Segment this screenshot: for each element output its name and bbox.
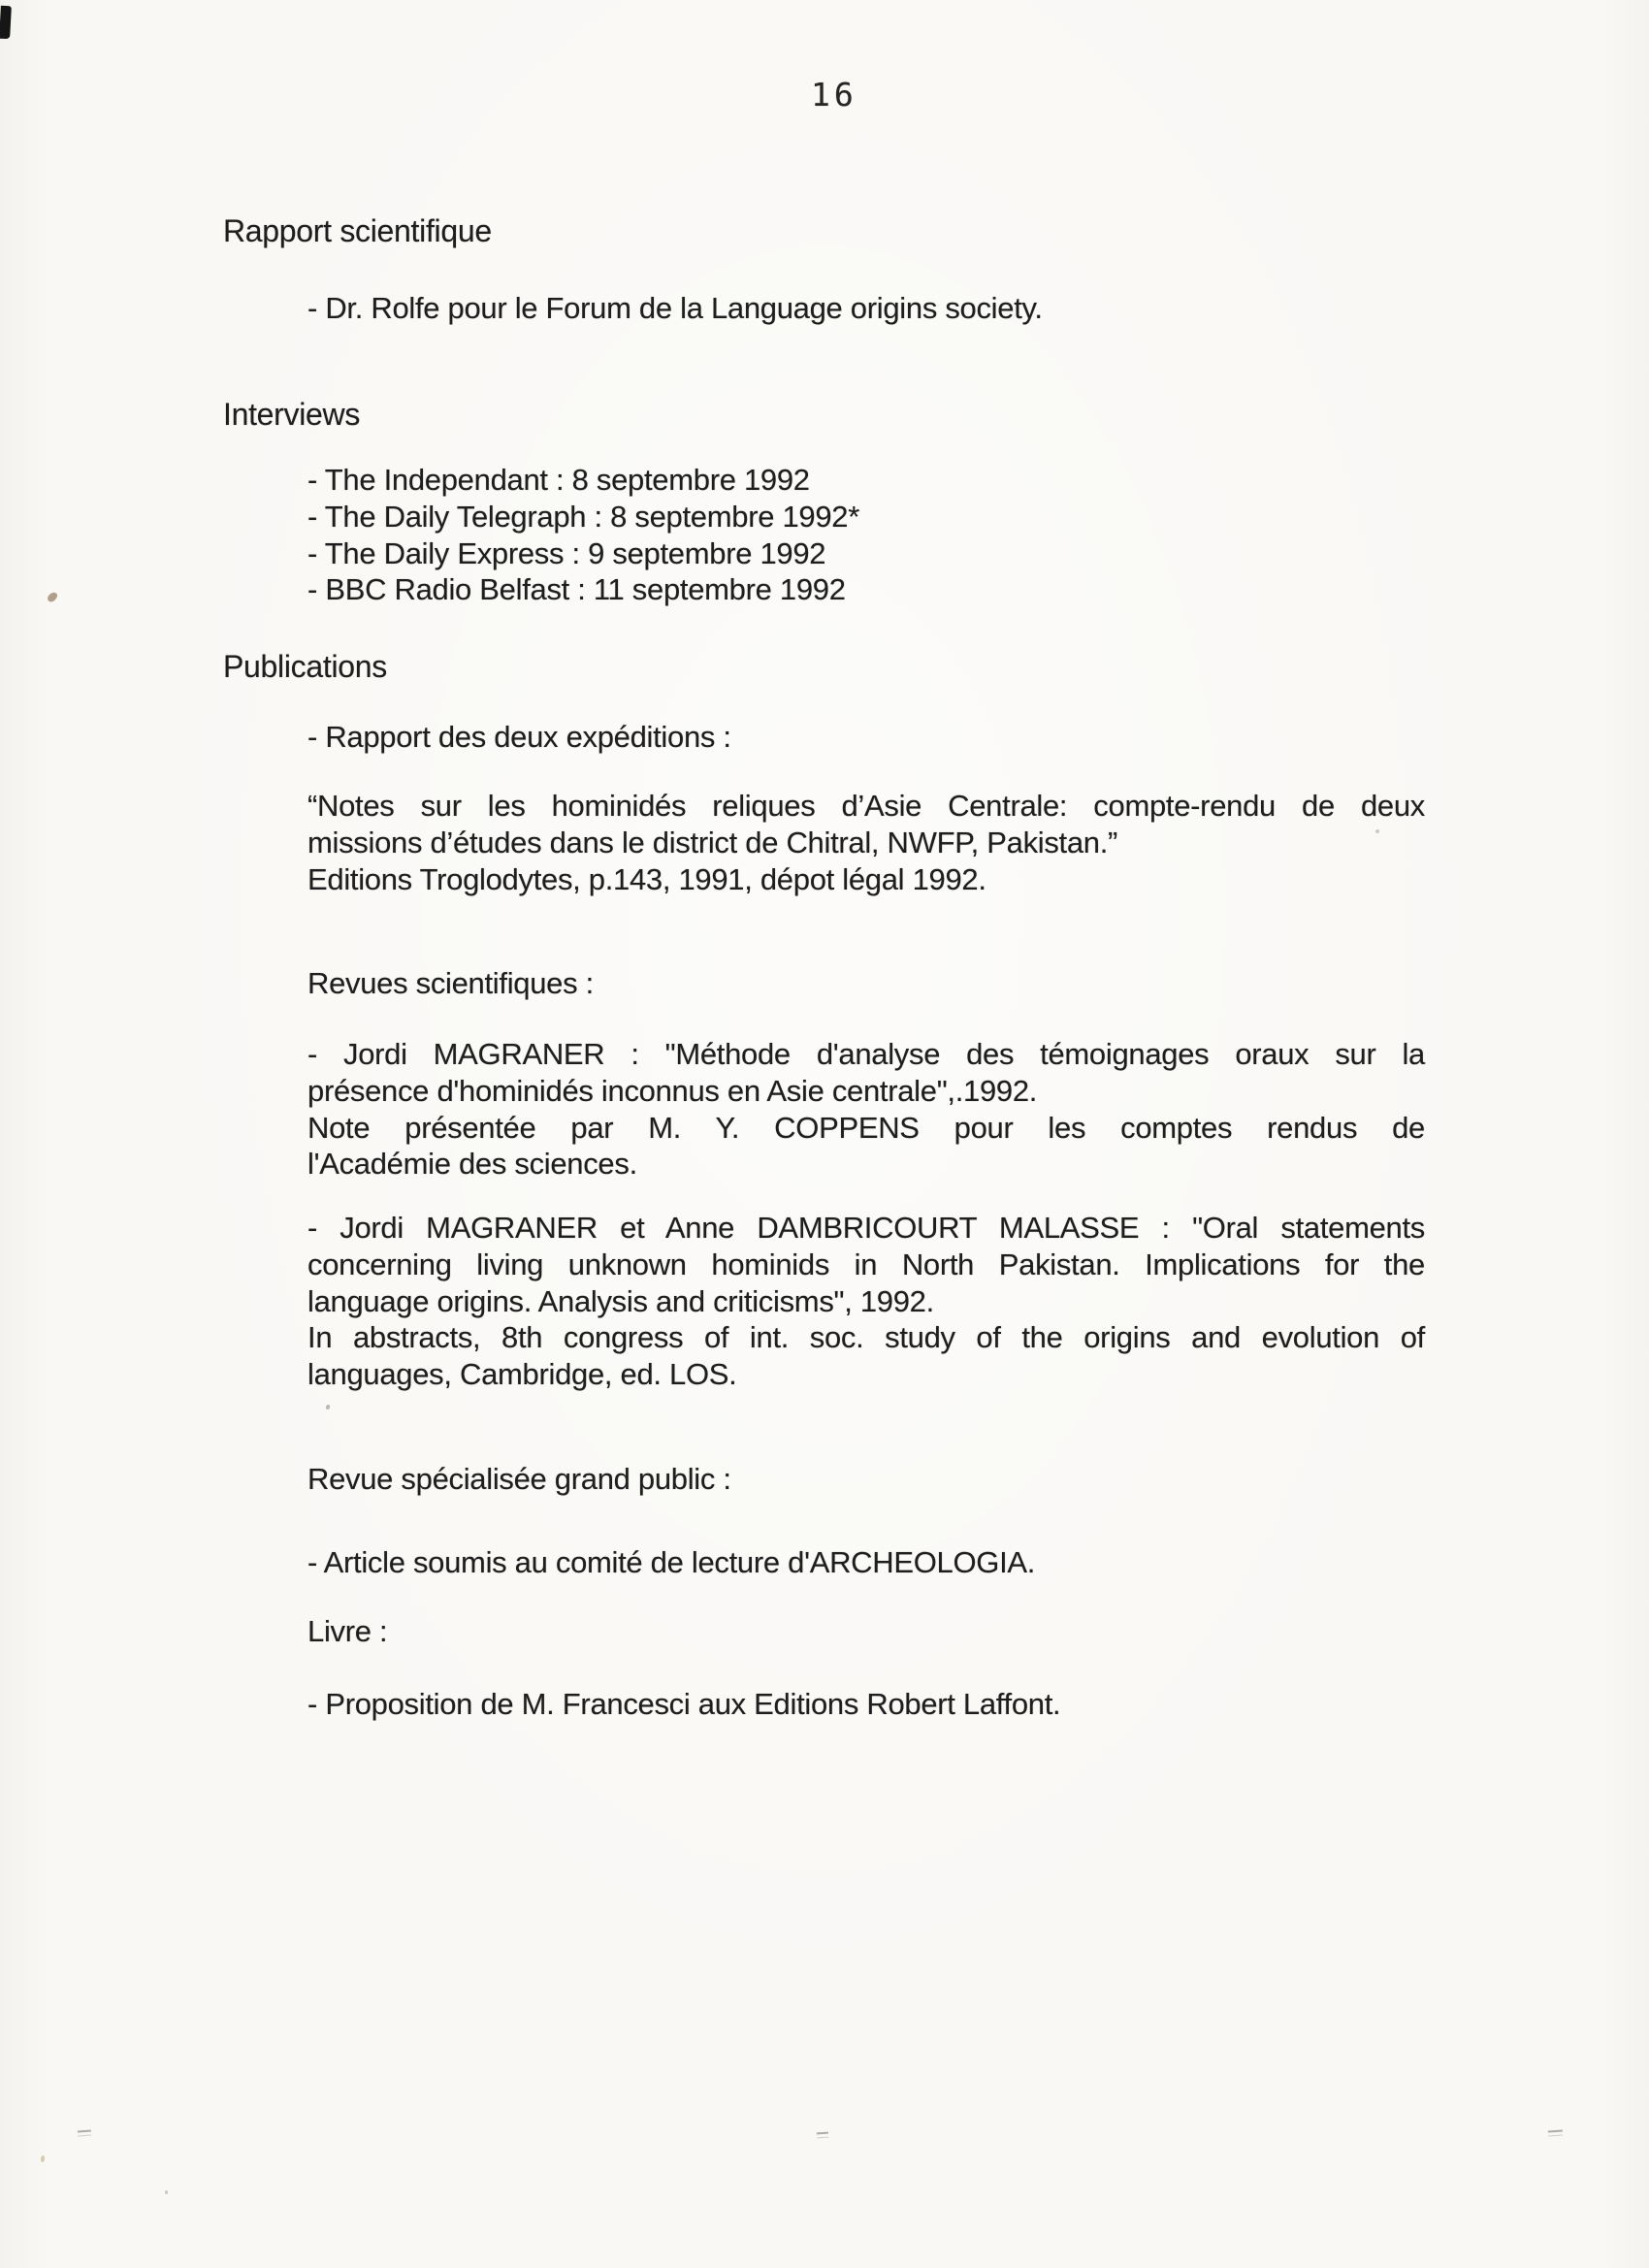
grand-public-item: - Article soumis au comité de lecture d'ARCHEOLOGIA. bbox=[307, 1545, 1036, 1579]
paragraph-line: - Jordi MAGRANER et Anne DAMBRICOURT MALASSE : "Oral statements bbox=[307, 1211, 1425, 1245]
paragraph-line: language origins. Analysis and criticisms", 1992. bbox=[307, 1283, 934, 1318]
scan-artifact bbox=[326, 1405, 330, 1409]
paragraph-line: l'Académie des sciences. bbox=[307, 1147, 637, 1182]
scan-artifact bbox=[41, 2155, 45, 2162]
page-number: 16 bbox=[811, 76, 857, 113]
revue-entry-1 bbox=[307, 1036, 1425, 1183]
report-quote-paragraph bbox=[307, 788, 1425, 897]
paragraph-line: languages, Cambridge, ed. LOS. bbox=[307, 1357, 737, 1392]
livre-item: - Proposition de M. Francesci aux Editions Robert Laffont. bbox=[307, 1687, 1061, 1721]
section-heading-interviews: Interviews bbox=[223, 397, 361, 432]
interview-item: - BBC Radio Belfast : 11 septembre 1992 bbox=[307, 572, 846, 607]
paragraph-line: Note présentée par M. Y. COPPENS pour les comptes rendus de bbox=[307, 1110, 1425, 1145]
paragraph-line: présence d'hominidés inconnus en Asie centrale",.1992. bbox=[307, 1073, 1038, 1108]
scan-artifact bbox=[165, 2190, 168, 2194]
scan-artifact bbox=[817, 2132, 828, 2139]
interview-item: - The Daily Telegraph : 8 septembre 1992* bbox=[307, 499, 860, 534]
paragraph-line: missions d’études dans le district de Chitral, NWFP, Pakistan.” bbox=[307, 825, 1118, 859]
subheading-livre: Livre : bbox=[307, 1614, 388, 1648]
subheading-revues-scientifiques: Revues scientifiques : bbox=[307, 966, 594, 1000]
section-heading-rapport-scientifique: Rapport scientifique bbox=[223, 213, 492, 248]
revue-entry-2 bbox=[307, 1210, 1425, 1393]
scan-artifact bbox=[1548, 2129, 1563, 2136]
scan-artifact-corner bbox=[0, 6, 12, 40]
paragraph-line: - Jordi MAGRANER : "Méthode d'analyse des témoignages oraux sur la bbox=[307, 1037, 1425, 1071]
rapport-item: - Dr. Rolfe pour le Forum de la Language origins society. bbox=[307, 291, 1043, 325]
interviews-list bbox=[307, 462, 1425, 608]
section-heading-publications: Publications bbox=[223, 649, 387, 684]
scan-artifact bbox=[78, 2130, 91, 2137]
publications-report-label: - Rapport des deux expéditions : bbox=[307, 720, 731, 754]
paragraph-line: Editions Troglodytes, p.143, 1991, dépot légal 1992. bbox=[307, 861, 986, 896]
paragraph-line: In abstracts, 8th congress of int. soc. study of the origins and evolution of bbox=[307, 1320, 1425, 1355]
paragraph-line: “Notes sur les hominidés reliques d’Asie Centrale: compte-rendu de deux bbox=[307, 789, 1425, 823]
interview-item: - The Independant : 8 septembre 1992 bbox=[307, 463, 810, 497]
interview-item: - The Daily Express : 9 septembre 1992 bbox=[307, 535, 826, 570]
scan-artifact bbox=[46, 591, 58, 604]
subheading-revue-grand-public: Revue spécialisée grand public : bbox=[307, 1462, 731, 1496]
paragraph-line: concerning living unknown hominids in North Pakistan. Implications for the bbox=[307, 1247, 1425, 1281]
